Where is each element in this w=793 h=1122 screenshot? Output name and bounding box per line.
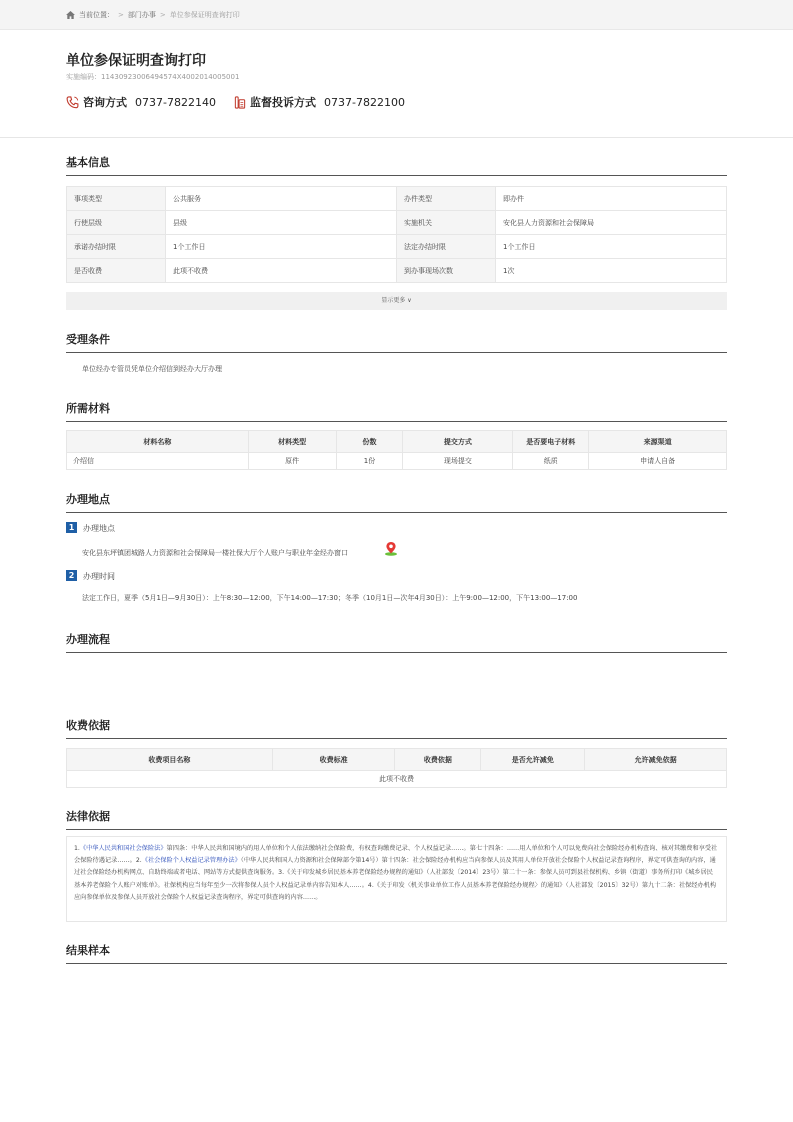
info-key: 办件类型 — [397, 187, 496, 211]
breadcrumb-separator: > — [118, 11, 124, 19]
table-row — [67, 771, 727, 788]
phone-icon — [66, 96, 79, 109]
process-heading: 办理流程 — [66, 631, 727, 653]
desk-phone-icon — [234, 96, 246, 109]
info-key: 是否收费 — [67, 259, 166, 283]
consult-label: 咨询方式 — [83, 96, 127, 109]
fees-empty-text: 此项不收费 — [67, 771, 727, 788]
service-header — [0, 30, 793, 138]
material-submit-method: 现场提交 — [403, 453, 513, 470]
column-header: 材料类型 — [248, 431, 336, 453]
show-more-button[interactable]: 显示更多 ∨ — [66, 292, 727, 310]
fees-heading: 收费依据 — [66, 717, 727, 739]
page-title: 单位参保证明查询打印 — [66, 53, 206, 69]
conditions-text: 单位经办专管员凭单位介绍信到经办大厅办理 — [82, 365, 222, 373]
info-key: 实施机关 — [397, 211, 496, 235]
info-value: 此项不收费 — [166, 259, 397, 283]
column-header: 收费标准 — [272, 749, 395, 771]
time-label: 办理时间 — [83, 572, 115, 581]
info-key: 事项类型 — [67, 187, 166, 211]
materials-heading: 所需材料 — [66, 400, 727, 422]
table-row — [67, 187, 727, 211]
breadcrumb-bar — [0, 0, 793, 30]
column-header: 是否允许减免 — [481, 749, 585, 771]
table-row — [67, 259, 727, 283]
column-header: 份数 — [336, 431, 403, 453]
info-value: 县级 — [166, 211, 397, 235]
info-value: 公共服务 — [166, 187, 397, 211]
info-key: 行使层级 — [67, 211, 166, 235]
complaint-contact — [234, 94, 405, 110]
implementation-code: 实施编码：11430923006494574X4002014005001 — [66, 73, 240, 81]
material-type: 原件 — [248, 453, 336, 470]
law-link-records-measures[interactable]: 《社会保险个人权益记录管理办法》 — [141, 857, 241, 865]
table-row — [67, 453, 727, 470]
conditions-heading: 受理条件 — [66, 331, 727, 353]
breadcrumb — [66, 10, 240, 20]
basic-info-heading: 基本信息 — [66, 154, 727, 176]
column-header: 允许减免依据 — [585, 749, 727, 771]
law-text-segment: （中华人民共和国人力资源和社会保障部令第14号）第十四条：社会保险经办机构应当向参保人员及其用人单位开放社会保险个人权益记录查询程序，界定可供查询的内容，通过社会保险经办机构网点、自助终端或者电话、网站等方式提供查询服务。3.《关于印发城乡居民基本养老保险经办规程的通知》（人社部发〔2014〕23号）第二十一条：参保人员可到县社保机构、乡镇（街道）事务所打印《城乡居民基本养老保险个人账户对账单》。社保机构应当每年至少一次将参保人员个人权益记录单内容告知本人……。4.《关于印发〈机关事业单位工作人员基本养老保险经办规程〉的通知》（人社部发〔2015〕32号）第九十二条：社保经办机构应向参保单位及参保人员开放社会保险个人权益记录查询程序，界定可供查询的内容……。 — [74, 857, 717, 901]
table-row — [67, 235, 727, 259]
info-value: 安化县人力资源和社会保障局 — [496, 211, 727, 235]
breadcrumb-separator: > — [159, 11, 166, 19]
material-electronic: 纸质 — [513, 453, 589, 470]
step-number-badge: 2 — [66, 570, 77, 581]
breadcrumb-current: 单位参保证明查询打印 — [169, 11, 240, 19]
place-label: 办理地点 — [83, 524, 115, 533]
basic-info-table — [66, 186, 727, 283]
law-heading: 法律依据 — [66, 808, 727, 830]
info-value: 即办件 — [496, 187, 727, 211]
sample-heading: 结果样本 — [66, 942, 727, 964]
complaint-phone[interactable]: 0737-7822100 — [324, 95, 405, 109]
column-header: 是否要电子材料 — [513, 431, 589, 453]
law-text-segment: 第四条：中华人民共和国境内的用人单位和个人依法缴纳社会保险费，有权查询缴费记录、个人权益记录……。第七十四条：……用人单位和个人可以免费向社会保险经办机构查询、核对其缴费和享受社会保险待遇记录……。2. — [74, 845, 718, 865]
column-header: 收费依据 — [395, 749, 481, 771]
materials-table — [66, 430, 727, 470]
info-key: 到办事现场次数 — [397, 259, 496, 283]
law-text-segment: 1. — [74, 845, 80, 852]
material-name: 介绍信 — [67, 453, 249, 470]
law-link-social-insurance-law[interactable]: 《中华人民共和国社会保险法》 — [79, 845, 167, 852]
location-heading: 办理地点 — [66, 491, 727, 513]
column-header: 收费项目名称 — [67, 749, 273, 771]
complaint-label: 监督投诉方式 — [250, 96, 316, 109]
table-row — [67, 211, 727, 235]
info-key: 法定办结时限 — [397, 235, 496, 259]
material-source: 申请人自备 — [589, 453, 727, 470]
breadcrumb-item-department[interactable]: 部门办事 — [127, 11, 156, 19]
material-copies: 1份 — [336, 453, 403, 470]
place-text: 安化县东坪镇团城路人力资源和社会保障局一楼社保大厅个人账户与职业年金经办窗口 — [82, 549, 348, 557]
fees-table — [66, 748, 727, 788]
home-icon[interactable] — [66, 11, 75, 19]
consult-contact — [66, 94, 216, 110]
column-header: 提交方式 — [403, 431, 513, 453]
breadcrumb-prefix: 当前位置： — [79, 11, 114, 19]
time-text: 法定工作日，夏季（5月1日—9月30日）：上午8:30—12:00，下午14:00—17:30；冬季（10月1日—次年4月30日）：上午9:00—12:00，下午13:00—17:00 — [82, 594, 578, 602]
info-value: 1个工作日 — [166, 235, 397, 259]
info-value: 1次 — [496, 259, 727, 283]
consult-phone[interactable]: 0737-7822140 — [135, 95, 216, 109]
step-number-badge: 1 — [66, 522, 77, 533]
info-value: 1个工作日 — [496, 235, 727, 259]
law-text — [66, 836, 727, 922]
table-header-row — [67, 431, 727, 453]
column-header: 材料名称 — [67, 431, 249, 453]
info-key: 承诺办结时限 — [67, 235, 166, 259]
column-header: 来源渠道 — [589, 431, 727, 453]
table-header-row — [67, 749, 727, 771]
map-pin-icon[interactable] — [384, 541, 398, 556]
